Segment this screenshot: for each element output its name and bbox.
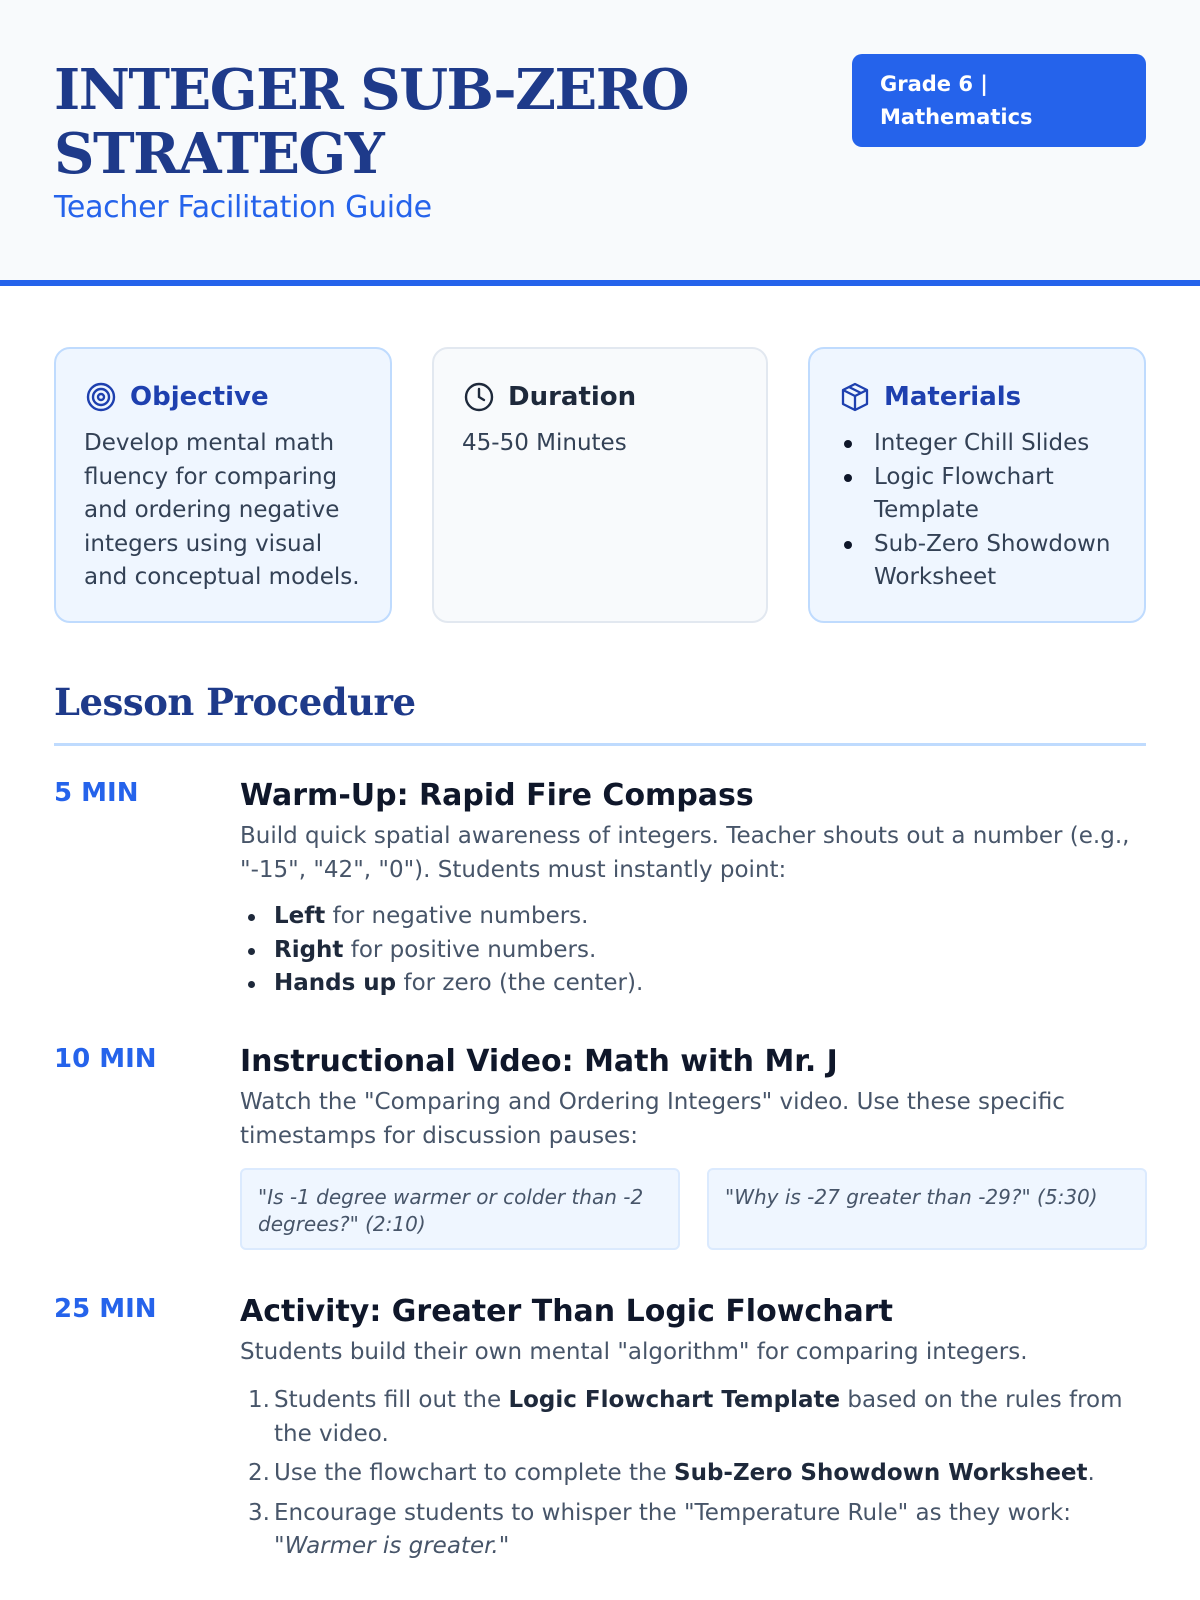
step-description: Watch the "Comparing and Ordering Integers" video. Use these specific timestamps for discussion pauses:: [240, 1089, 1065, 1149]
list-item: 1. Students fill out the Logic Flowchart Template based on the rules from the video.: [248, 1387, 1123, 1447]
duration-title: Duration: [508, 382, 637, 412]
step-description: Build quick spatial awareness of integers. Teacher shouts out a number (e.g., "-15", "42", "0"). Students must instantly point:: [240, 823, 1130, 883]
list-item: 3. Encourage students to whisper the "Temperature Rule" as they work: "Warmer is greater.": [248, 1499, 1071, 1559]
materials-card: [808, 347, 1146, 623]
materials-item: Integer Chill Slides: [838, 427, 1116, 461]
objective-title: Objective: [130, 382, 269, 412]
objective-card: [54, 347, 392, 623]
list-item: Left for negative numbers.: [240, 900, 643, 934]
timestamp-quote: "Why is -27 greater than -29?" (5:30): [707, 1168, 1147, 1250]
objective-text: Develop mental math fluency for comparing and ordering negative integers using visual and conceptual models.: [84, 430, 360, 590]
clock-icon: [462, 380, 496, 414]
duration-card: [432, 347, 768, 623]
activity-steps-list: [240, 1384, 1150, 1570]
target-icon: [84, 380, 118, 414]
materials-title: Materials: [884, 382, 1022, 412]
page-header: [0, 0, 1200, 286]
page-title: INTEGER SUB-ZERO STRATEGY: [54, 57, 689, 187]
step-time: 5 MIN: [54, 778, 139, 808]
list-item: Hands up for zero (the center).: [240, 967, 643, 1001]
section-divider: [54, 743, 1146, 746]
materials-item: Logic Flowchart Template: [838, 461, 1116, 528]
list-item: Right for positive numbers.: [240, 934, 643, 968]
step-description: Students build their own mental "algorithm" for comparing integers.: [240, 1339, 1028, 1365]
page-subtitle: Teacher Facilitation Guide: [54, 190, 432, 225]
warmup-list: [240, 900, 643, 1001]
materials-item: Sub-Zero Showdown Worksheet: [838, 528, 1116, 595]
box-icon: [838, 380, 872, 414]
section-title: Lesson Procedure: [54, 680, 416, 724]
step-title: Activity: Greater Than Logic Flowchart: [240, 1294, 893, 1329]
materials-list: [838, 427, 1116, 595]
duration-text: 45-50 Minutes: [462, 430, 627, 456]
step-time: 10 MIN: [54, 1044, 157, 1074]
step-title: Instructional Video: Math with Mr. J: [240, 1044, 838, 1079]
list-item: 2. Use the flowchart to complete the Sub-Zero Showdown Worksheet.: [248, 1460, 1095, 1486]
step-time: 25 MIN: [54, 1294, 157, 1324]
timestamp-quote: "Is -1 degree warmer or colder than -2 degrees?" (2:10): [240, 1168, 680, 1250]
step-title: Warm-Up: Rapid Fire Compass: [240, 778, 754, 813]
grade-badge: Grade 6 | Mathematics: [852, 54, 1146, 147]
